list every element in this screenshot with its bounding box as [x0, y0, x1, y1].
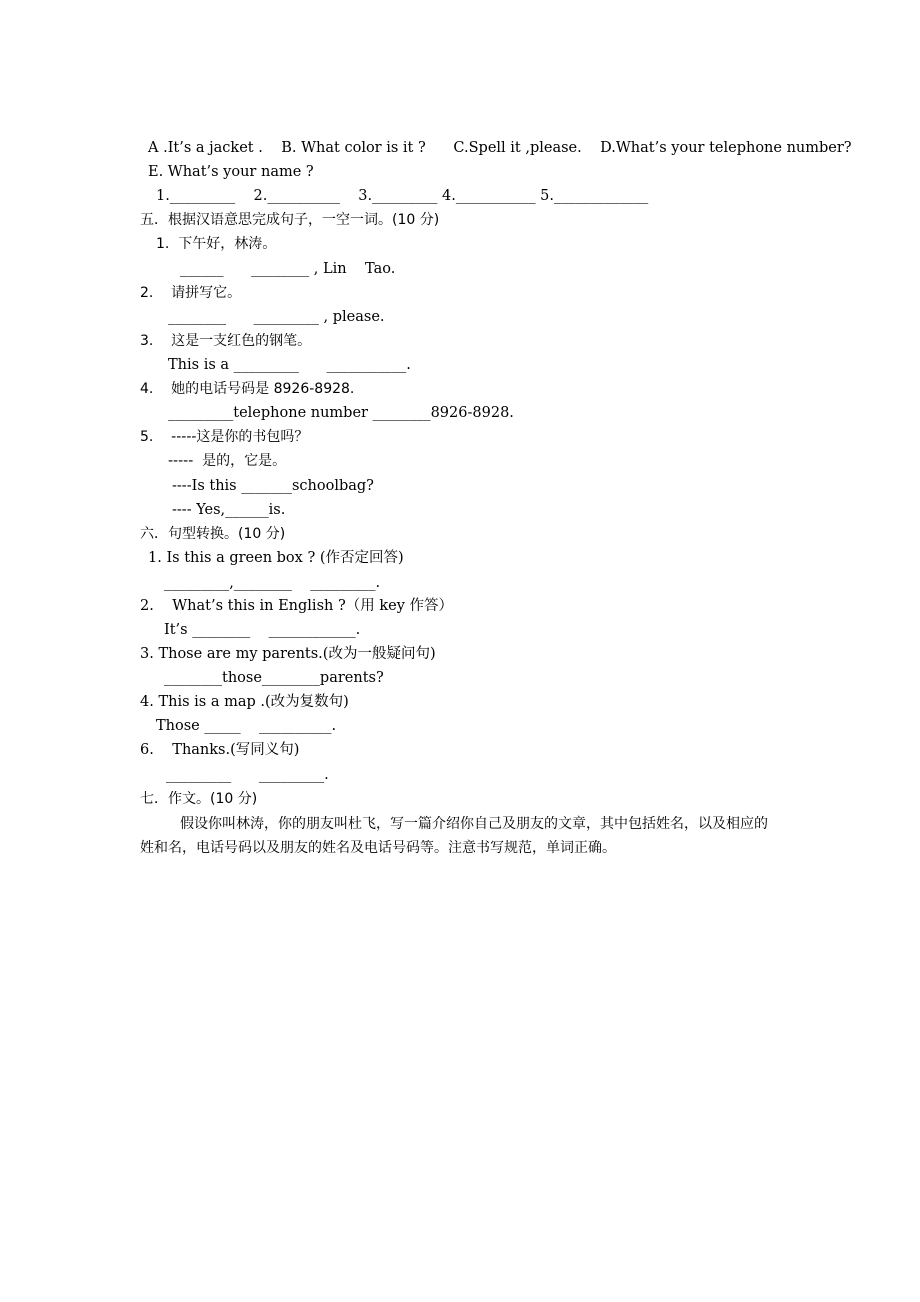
section-5-heading: 五．根据汉语意思完成句子，一空一词。(10 分) [140, 212, 440, 228]
s6-q1-answer: _________,________ _________. [164, 575, 381, 591]
s5-q5-chinese: 5. -----这是你的书包吗？ [140, 429, 309, 445]
s5-q3-english: This is a _________ ___________. [168, 357, 411, 373]
composition-prompt: 假设你叫林涛，你的朋友叫杜飞，写一篇介绍你自己及朋友的文章，其中包括姓名，以及相应的姓和名，电话号码以及朋友的姓名及电话号码等。注意书写规范，单词正确。 [140, 816, 768, 856]
s5-q5-chinese-answer: ----- 是的，它是。 [168, 453, 287, 469]
matching-options-line-2: E. What’s your name ? [148, 164, 314, 180]
s6-q3: 3. Those are my parents.(改为一般疑问句) [140, 646, 436, 662]
s6-q4-answer: Those _____ __________. [156, 718, 337, 734]
s5-q5-english-answer: ---- Yes,______is. [172, 502, 286, 518]
s6-q6: 6. Thanks.(写同义句) [140, 742, 300, 758]
section-6-heading: 六．句型转换。(10 分) [140, 526, 286, 542]
s5-q2-chinese: 2. 请拼写它。 [140, 285, 242, 301]
s6-q1: 1. Is this a green box ? (作否定回答) [148, 550, 404, 566]
s5-q3-chinese: 3. 这是一支红色的钢笔。 [140, 333, 312, 349]
s5-q1-chinese: 1. 下午好，林涛。 [156, 236, 277, 252]
matching-answer-blanks: 1._________ 2.__________ 3._________ 4.___________ 5._____________ [156, 188, 649, 204]
s5-q4-chinese: 4. 她的电话号码是 8926-8928. [140, 381, 355, 397]
s5-q2-english: ________ _________ , please. [168, 309, 385, 325]
s6-q3-answer: ________those________parents? [164, 670, 384, 686]
s5-q4-english: _________telephone number ________8926-8928. [168, 405, 514, 421]
s6-q2: 2. What’s this in English ?（用 key 作答） [140, 598, 454, 614]
matching-options-line-1: A .It’s a jacket . B. What color is it ? C.Spell it ,please. D.What’s your telephone number? [148, 140, 852, 156]
s6-q6-answer: _________ _________. [166, 767, 329, 783]
s6-q4: 4. This is a map .(改为复数句) [140, 694, 349, 710]
section-7-heading: 七．作文。(10 分) [140, 791, 258, 807]
s5-q5-english: ----Is this _______schoolbag? [172, 478, 374, 494]
s6-q2-answer: It’s ________ ____________. [164, 622, 361, 638]
s5-q1-english: ______ ________ , Lin Tao. [180, 261, 396, 277]
